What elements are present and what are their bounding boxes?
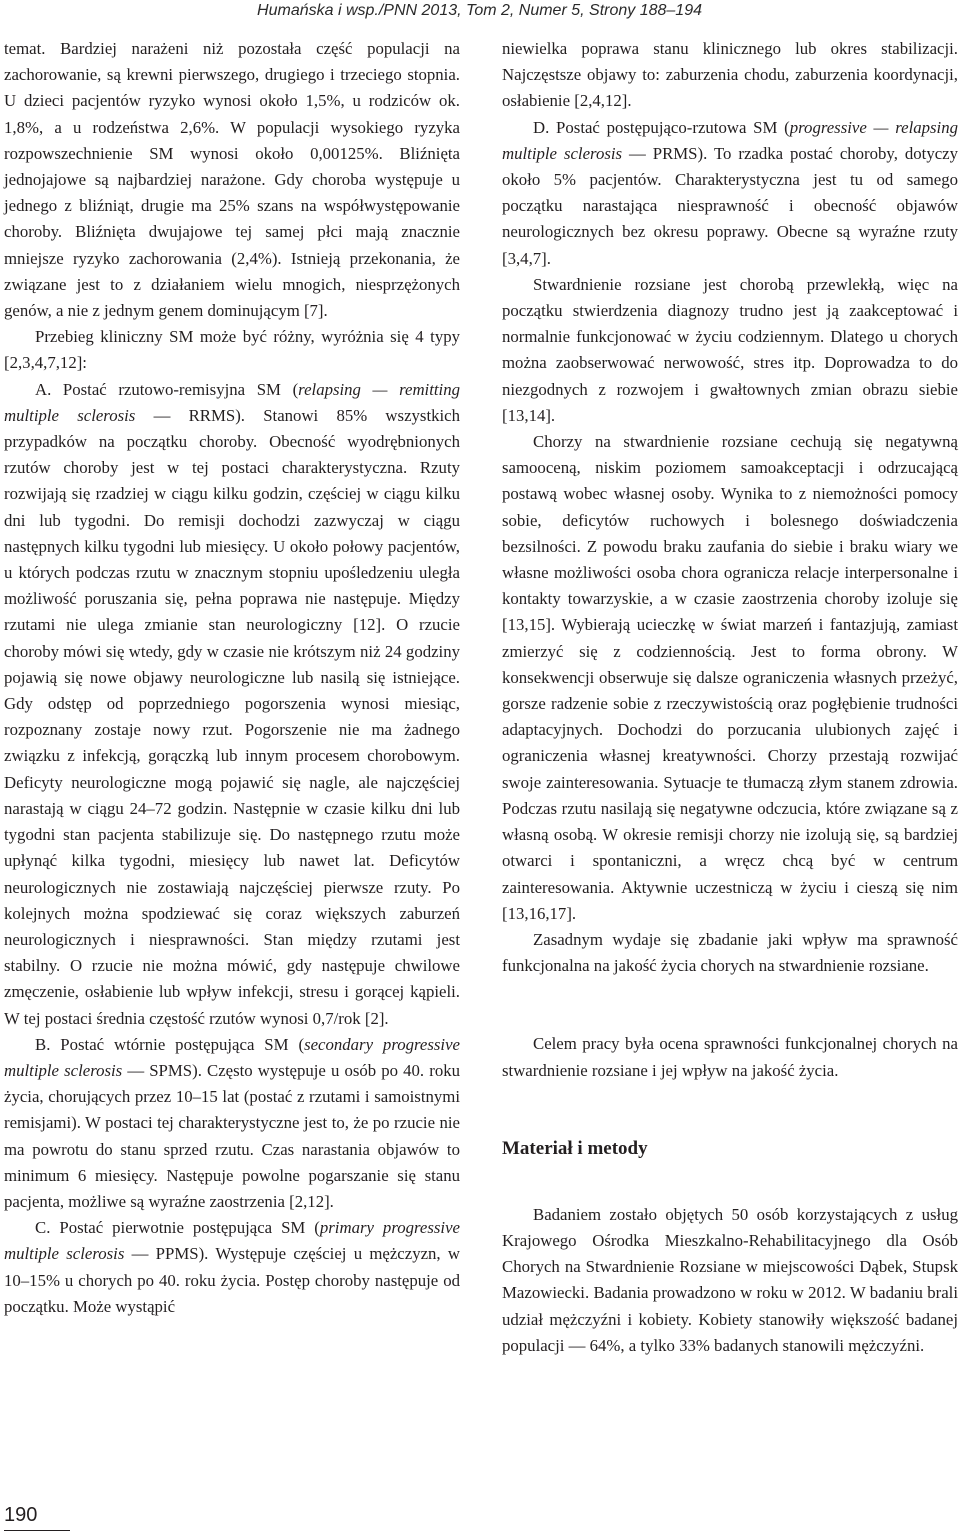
type-c-english-term: primary progressive multiple sclerosis xyxy=(4,1218,460,1264)
paragraph-type-a xyxy=(4,377,460,1032)
paragraph-type-c xyxy=(4,1215,460,1320)
type-b-english-term: secondary progressive multiple sclerosis xyxy=(4,1034,460,1080)
type-c-body: — PPMS). Występuje częściej u mężczyzn, w 10–15% u chorych po 40. roku życia. Postęp choroby następuje od początku. Może wystąpić xyxy=(4,1244,460,1316)
page-number: 190 xyxy=(4,1504,38,1526)
type-a-body: — RRMS). Stanowi 85% wszystkich przypadków na początku choroby. Obecność wyodrębnionych rzutów choroby jest w tej postaci charakterystyczna. Rzuty rozwijają się rzadziej w ciągu kilku godzin, częściej w ciągu kilku dni lub tygodni. Do remisji dochodzi zazwyczaj w ciągu następnych kilku tygodni lub miesięcy. U około połowy pacjentów, u których podczas rzutu w znacznym stopniu upośledzeniu uległa możliwość poruszania się, pełna poprawa nie następuje. Między rzutami nie ulega zmianie stan neurologiczny [12]. O rzucie choroby mówi się wtedy, gdy w czasie nie krótszym niż 24 godziny pojawią się nowe objawy neurologiczne lub nasilą się istniejące. Gdy odstęp od poprzedniego pogorszenia wynosi miesiąc, rozpoznany zostaje nowy rzut. Pogorszenie nie ma żadnego związku z infekcją, gorączką lub innym procesem chorobowym. Deficyty neurologiczne mogą pojawić się nagle, ale najczęściej narastają w ciągu 24–72 godzin. Następnie w czasie kilku dni lub tygodni stan pacjenta stabilizuje się. Do następnego rzutu może upłynąć kilka tygodni, miesięcy lub nawet lat. Deficytów neurologicznych nie zostawiają najczęściej pierwsze rzuty. Po kolejnych można spodziewać się coraz większych zaburzeń neurologicznych i niesprawności. Stan między rzutami jest stabilny. O rzucie nie można mówić, gdy następuje chwilowe zmęczenie, osłabienie lub wpływ infekcji, stresu i gorącej kąpieli. W tej postaci średnia częstość rzutów wynosi 0,7/rok [2]. xyxy=(4,405,460,1028)
paragraph-chronic-disease: Stwardnienie rozsiane jest chorobą przewlekłą, więc na początku stwierdzenia diagnozy trudno jest ją zaakceptować i normalnie funkcjonować w życiu codziennym. Dlatego u chorych można zaobserwować nerwowość, stres itp. Doprowadza to do niezgodnych z rozwojem i gwałtownych zmian obrazu siebie [13,14]. xyxy=(502,274,958,425)
paragraph-heredity: temat. Bardziej narażeni niż pozostała część populacji na zachorowanie, są krewni pierwszego, drugiego i trzeciego stopnia. U dzieci pacjentów ryzyko wynosi około 1,5%, u rodziców ok. 1,8%, a u rodzeństwa 2,6%. W populacji wysokiego ryzyka rozpowszechnienie SM wynosi około 0,00125%. Bliźnięta jednojajowe są najbardziej narażone. Gdy choroba występuje u jednego z bliźniąt, drugie ma 25% szans na współwystępowanie choroby. Bliźnięta dwujajowe tej samej płci mają znacznie mniejsze ryzyko zachorowania (2,4%). Istnieją przekonania, że związane jest to z działaniem wielu mnogich, niesprzężonych genów, a nie z jednym genem dominującym [7]. xyxy=(4,39,460,321)
type-a-english-term: relapsing — remitting multiple sclerosis xyxy=(4,379,460,425)
section-heading-methods: Materiał i metody xyxy=(502,1137,648,1159)
left-column xyxy=(4,36,460,1320)
paragraph-rationale: Zasadnym wydaje się zbadanie jaki wpływ ma sprawność funkcjonalna na jakość życia chorych na stwardnienie rozsiane. xyxy=(502,929,958,976)
paragraph-type-b xyxy=(4,1032,460,1215)
paragraph-aim: Celem pracy była ocena sprawności funkcjonalnej chorych na stwardnienie rozsiane i jej wpływ na jakość życia. xyxy=(502,1034,958,1080)
paragraph-type-d xyxy=(502,115,958,272)
page-number-rule xyxy=(4,1530,70,1531)
type-b-label: B. Postać wtórnie postępująca SM ( xyxy=(35,1034,305,1054)
paragraph-clinical-course: Przebieg kliniczny SM może być różny, wyróżnia się 4 typy [2,3,4,7,12]: xyxy=(4,327,460,373)
type-c-label: C. Postać pierwotnie postępująca SM ( xyxy=(35,1218,320,1238)
type-a-label: A. Postać rzutowo-remisyjna SM ( xyxy=(35,379,299,399)
running-head: Humańska i wsp./PNN 2013, Tom 2, Numer 5, Strony 188–194 xyxy=(257,2,702,19)
type-b-body: — SPMS). Często występuje u osób po 40. roku życia, chorujących przez 10–15 lat (postać z rzutami i samoistnymi remisjami). W postaci tej charakterystyczne jest to, że po rzucie nie ma powrotu do stanu sprzed rzutu. Czas narastania objawów to minimum 6 miesięcy. Następuje powolne pogarszanie się stanu pacjenta, możliwe są wyraźne zaostrzenia [2,12]. xyxy=(4,1060,460,1211)
paragraph-self-esteem: Chorzy na stwardnienie rozsiane cechują się negatywną samooceną, niskim poziomem samoakceptacji i odrzucającą postawą wobec własnej osoby. Wynika to z niemożności pomocy sobie, deficytów ruchowych i bolesnego doświadczenia bezsilności. Z powodu braku zaufania do siebie i braku wiary we własne możliwości osoba chora ogranicza relacje interpersonalne i kontakty towarzyskie, a w czasie zaostrzenia choroby izoluje się [13,15]. Wybierają ucieczkę w świat marzeń i fantazjują, zamiast zmierzyć się z codziennością. Jest to forma obrony. W konsekwencji obserwuje się dalsze ograniczenia własnych przeżyć, gorsze radzenie sobie z rzeczywistością oraz pogłębienie trudności adaptacyjnych. Dochodzi do porzucania ulubionych zajęć i ograniczenia własnej kreatywności. Chorzy przestają rozwijać swoje zainteresowania. Sytuacje te tłumaczą złym stanem zdrowia. Podczas rzutu nasilają się negatywne odczucia, które związane są z własną osobą. W okresie remisji chorzy nie izolują się, są bardziej otwarci i spontaniczni, a wręcz chcą być w centrum zainteresowania. Aktywnie uczestniczą w życiu i cieszą się nim [13,16,17]. xyxy=(502,432,958,923)
type-d-english-term: progressive — relapsing multiple sclerosis xyxy=(502,117,958,163)
paragraph-methods: Badaniem zostało objętych 50 osób korzystających z usług Krajowego Ośrodka Mieszkalno-Rehabilitacyjnego dla Osób Chorych na Stwardnienie Rozsiane w miejscowości Dąbek, Stupsk Mazowiecki. Badania prowadzono w roku w 2012. W badaniu brali udział mężczyźni i kobiety. Kobiety stanowiły większość badanej populacji — 64%, a tylko 33% badanych stanowili mężczyźni. xyxy=(502,1204,958,1355)
type-d-label: D. Postać postępująco-rzutowa SM ( xyxy=(533,117,790,137)
type-d-body: — PRMS). To rzadka postać choroby, dotyczy około 5% pacjentów. Charakterystyczna jest tu od samego początku narastająca niesprawność i obecność objawów neurologicznych bez okresu poprawy. Obecne są wyraźne rzuty [3,4,7]. xyxy=(502,143,958,268)
right-column xyxy=(502,36,958,1359)
paragraph-continuation: niewielka poprawa stanu klinicznego lub okres stabilizacji. Najczęstsze objawy to: zaburzenia chodu, zaburzenia koordynacji, osłabienie [2,4,12]. xyxy=(502,39,958,111)
